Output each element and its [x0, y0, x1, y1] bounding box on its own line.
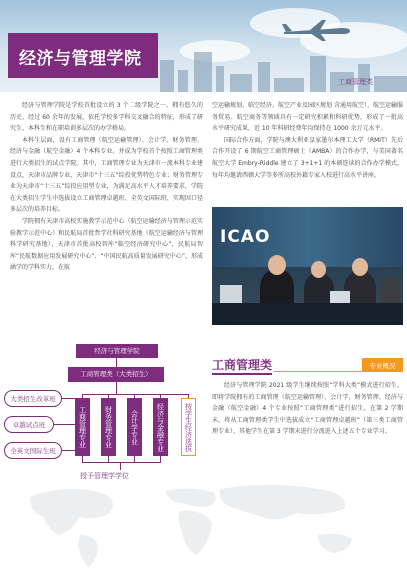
left-text-column: [10, 100, 203, 338]
org-second-box: 工商管理类（大类招生）: [68, 367, 164, 382]
section-tag: 专业概况: [362, 358, 403, 372]
section-underline: [212, 373, 272, 375]
building-decor: [374, 76, 407, 92]
person-head: [311, 261, 326, 278]
major-box: 会计学专业: [127, 398, 142, 456]
header-category-tag: 工商管理类: [338, 78, 373, 86]
world-map-decor: [0, 477, 407, 569]
paragraph: 学院拥有天津市高校实施教学示范中心（航空运输经济与管理示范实验教学示范中心）和民航局首批哲学社科研究基地（航空运输经济与管理科学研究基地），天津市首批高校智库“临空经济研究中心”，民航局智库“民航数据应用发展研究中心”、“中国民航高质量发展研究中心”，形成涵学的学科实力，在航: [10, 217, 203, 272]
conference-photo: [212, 207, 403, 325]
class-pill: 全英文国际生班: [4, 442, 62, 459]
section-header: [212, 356, 403, 374]
org-connector: [62, 398, 75, 399]
photo-sign-text: ICAO: [220, 227, 271, 247]
name-card: [330, 291, 350, 303]
cloud-decor: [180, 40, 250, 62]
building-decor: [160, 60, 174, 92]
major-box: 工商管理专业: [75, 398, 90, 456]
paragraph: 经济与管理学院是学校首批设立的 3 个二级学院之一，拥有悠久的历史，经过 60 余年的发展，依托学校多学科交叉融合的特征，形成了研究生、本科生和在职培训多层次的办学格局。: [10, 102, 203, 133]
paragraph: 本科生层面，设有工商管理（航空运输管理）、会计学、财务管理、经济与金融（航空金融）4 个本科专业。并成为学校首个按照工商管理类进行大类招生的试点学院。其中，工商管理专业为天津市一流本科专业建设点，天津市品牌专业，天津市“十三五”综投优势特色专业；财务管理专业为天津市“十三五”综投应用型专业，为满足高水平人才培养要求，学院在大类招生学生中选拔设立工商管理卓越班、全英文国际班，实现因口径多层次的培养目标。: [10, 136, 203, 214]
airplane-icon: [282, 18, 352, 42]
building-decor: [258, 62, 270, 92]
org-connector: [120, 462, 121, 470]
org-bottom-label: 授予管理学学位: [80, 472, 129, 480]
class-pill: 卓越试点班: [4, 416, 54, 433]
major-box: 财务管理专业: [101, 398, 116, 456]
org-top-box: 经济与管理学院: [76, 344, 158, 358]
paragraph: 经济与管理学院 2021 级学生继续按照“学科大类”模式进行招生，即将学院拥有的工商管理（航空运输管理）、会计学、财务管理、经济与金融（航空金融）4 个专业按照“工商管理类”进行招生。在第 2 学期末，将从工商管理类学生中选拔成立“工商管理卓越班”（第三类工商管理专业），其他学生在第 3 学期末进行分流进入上述五个专业学习。: [212, 382, 403, 436]
building-decor: [178, 70, 188, 92]
page-title: 经济与管理学院: [19, 49, 142, 69]
building-decor: [194, 52, 212, 92]
org-connector: [82, 394, 188, 395]
paragraph: 空运输规划、临空经济、航空产业及园区规划 含通用航空）、航空运输服务贸易、航空商务等领域具有一定研究积累和科研优势，形成了一批高水平研究成果，近 10 年科研经费年均保持在 1000 余万元水平。: [212, 102, 403, 133]
person-head: [268, 255, 286, 275]
building-decor: [216, 66, 224, 92]
section-divider: [274, 371, 362, 372]
major-box-highlight: 按学生经济选拔: [181, 398, 196, 456]
paragraph: 国际合作方面，学院与澳大利亚皇家墨尔本理工大学（RMIT）先后合作开设了 6 期航空工商管理硕士（AMBA）的合作办学，与美国著名航空大学 Embry-Riddle 建立了 3+1+1 的本硕连读的合作办学模式，每年均邀请西顿大学等多所高校外籍专家入校进行高水平讲座。: [212, 136, 403, 179]
org-connector: [116, 358, 117, 367]
building-decor: [274, 78, 304, 92]
building-decor: [310, 56, 326, 92]
person-head: [352, 258, 368, 276]
right-text-column: [212, 100, 403, 204]
major-box: 经济与金融专业: [153, 398, 168, 456]
class-pill: 大类招生改革班: [4, 390, 62, 407]
org-connector: [62, 450, 75, 451]
section-title: 工商管理类: [212, 358, 273, 372]
org-connector: [116, 382, 117, 394]
section-text: [212, 380, 403, 472]
name-card: [220, 285, 242, 303]
org-connector: [82, 462, 161, 463]
conference-table: [212, 303, 403, 325]
building-decor: [230, 74, 252, 92]
org-connector: [54, 424, 75, 425]
